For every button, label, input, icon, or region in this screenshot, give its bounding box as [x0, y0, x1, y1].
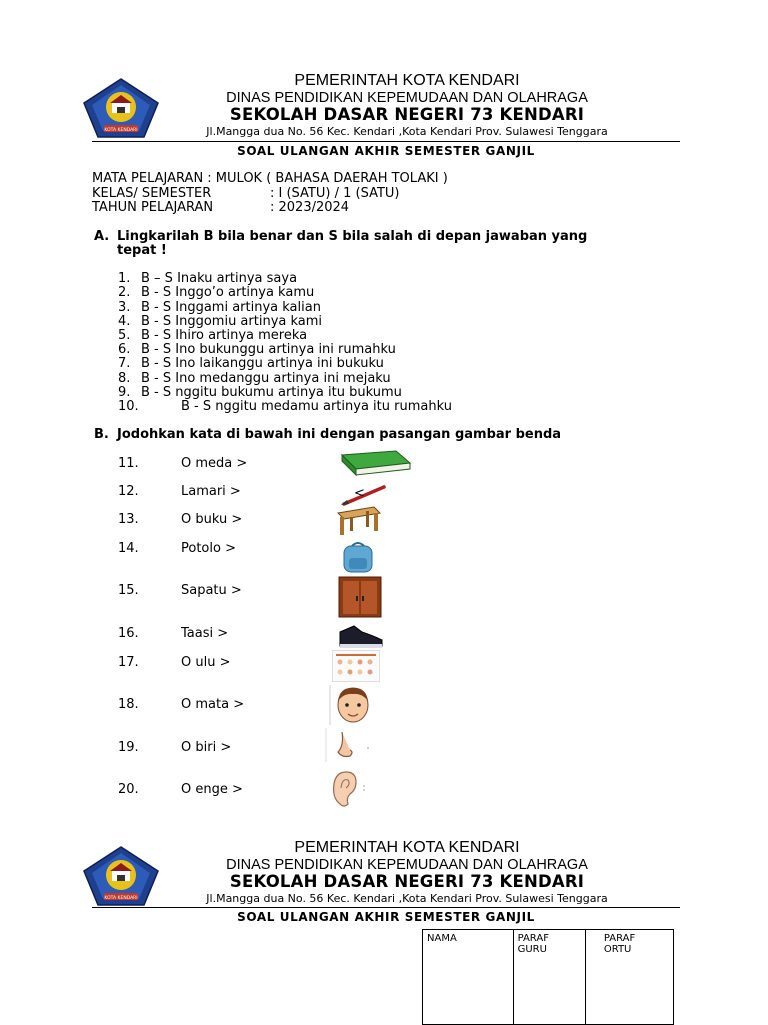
teacher-sign-header: PARAF	[517, 933, 549, 944]
question-text: B – S Inaku artinya saya	[141, 271, 298, 286]
matching-number: 19.	[118, 740, 139, 755]
question-number: 6.	[118, 342, 131, 357]
parent-sign-cell[interactable]	[585, 930, 673, 1025]
matching-word: O meda >	[181, 456, 248, 471]
section-a-marker: A.	[94, 229, 110, 244]
question-text: B - S Inggomiu artinya kami	[141, 314, 323, 329]
gov-name: PEMERINTAH KOTA KENDARI	[294, 72, 520, 89]
school-logo	[82, 77, 160, 139]
question-number: 5.	[118, 328, 131, 343]
school-name: SEKOLAH DASAR NEGERI 73 KENDARI	[229, 105, 585, 124]
logo-lettering: KOTA KENDARI	[104, 896, 138, 901]
class-label: KELAS/ SEMESTER	[92, 186, 212, 201]
section-b-instruction: Jodohkan kata di bawah ini dengan pasangan gambar benda	[117, 427, 562, 442]
exam-title: SOAL ULANGAN AKHIR SEMESTER GANJIL	[237, 910, 535, 924]
subject-label: MATA PELAJARAN : MULOK ( BAHASA DAERAH TOLAKI )	[92, 171, 448, 186]
matching-number: 20.	[118, 782, 139, 797]
question-text: B - S Ino laikanggu artinya ini bukuku	[141, 356, 384, 371]
matching-word: Lamari >	[181, 484, 241, 499]
logo-lettering: KOTA KENDARI	[104, 128, 138, 133]
question-number: 4.	[118, 314, 131, 329]
question-number: 9.	[118, 385, 131, 400]
pencil-mark: <	[354, 486, 365, 501]
matching-number: 16.	[118, 626, 139, 641]
school-logo	[82, 845, 160, 907]
question-text: B - S Inggami artinya kalian	[141, 300, 321, 315]
teacher-sign-header-cont: GURU	[517, 944, 547, 955]
question-number: 2.	[118, 285, 131, 300]
matching-word: O biri >	[181, 740, 232, 755]
ear-icon	[324, 768, 370, 810]
matching-number: 14.	[118, 541, 139, 556]
question-text: B - S Ihiro artinya mereka	[141, 328, 308, 343]
year-label: TAHUN PELAJARAN	[92, 200, 214, 215]
question-text: B - S nggitu medamu artinya itu rumahku	[181, 399, 452, 414]
matching-word: Taasi >	[181, 626, 229, 641]
class-value: : I (SATU) / 1 (SATU)	[270, 186, 400, 201]
matching-number: 11.	[118, 456, 139, 471]
question-text: B - S Ino medanggu artinya ini mejaku	[141, 371, 391, 386]
matching-word: O enge >	[181, 782, 243, 797]
backpack-icon	[340, 540, 376, 574]
matching-word: Potolo >	[181, 541, 236, 556]
question-text: B - S nggitu bukumu artinya itu bukumu	[141, 385, 402, 400]
year-value: : 2023/2024	[270, 200, 350, 215]
question-number: 10.	[118, 399, 139, 414]
matching-word: Sapatu >	[181, 583, 242, 598]
name-header: NAMA	[427, 933, 457, 944]
section-a-instruction: Lingkarilah B bila benar dan S bila salah di depan jawaban yang	[117, 229, 588, 244]
book-icon	[340, 449, 412, 477]
body-chart-icon	[332, 650, 380, 682]
parent-sign-header: PARAF	[603, 933, 636, 944]
gov-name: PEMERINTAH KOTA KENDARI	[294, 839, 520, 856]
school-address: Jl.Mangga dua No. 56 Kec. Kendari ,Kota Kendari Prov. Sulawesi Tenggara	[206, 892, 608, 905]
matching-word: O buku >	[181, 512, 243, 527]
question-number: 3.	[118, 300, 131, 315]
table-icon	[336, 505, 382, 537]
matching-number: 13.	[118, 512, 139, 527]
name-cell[interactable]	[423, 930, 514, 1025]
matching-number: 12.	[118, 484, 139, 499]
parent-sign-header-cont: ORTU	[603, 944, 632, 955]
face-icon	[328, 685, 376, 727]
matching-number: 15.	[118, 583, 139, 598]
wardrobe-icon	[337, 576, 383, 618]
question-number: 1.	[118, 271, 131, 286]
signature-table	[422, 929, 674, 1025]
header-divider	[92, 907, 680, 908]
dept-name: DINAS PENDIDIKAN KEPEMUDAAN DAN OLAHRAGA	[226, 90, 588, 106]
logo-emblem-icon	[82, 845, 160, 907]
question-text: B - S Inggo’o artinya kamu	[141, 285, 315, 300]
school-name: SEKOLAH DASAR NEGERI 73 KENDARI	[229, 872, 585, 891]
matching-word: O mata >	[181, 697, 245, 712]
logo-emblem-icon	[82, 77, 160, 139]
nose-icon	[324, 728, 372, 764]
question-text: B - S Ino bukunggu artinya ini rumahku	[141, 342, 396, 357]
shoe-icon	[338, 622, 384, 650]
matching-number: 17.	[118, 655, 139, 670]
school-address: Jl.Mangga dua No. 56 Kec. Kendari ,Kota Kendari Prov. Sulawesi Tenggara	[206, 125, 608, 138]
question-number: 8.	[118, 371, 131, 386]
exam-title: SOAL ULANGAN AKHIR SEMESTER GANJIL	[237, 144, 535, 158]
section-a-instruction-cont: tepat !	[117, 243, 167, 258]
header-divider	[92, 141, 680, 142]
teacher-sign-cell[interactable]	[513, 930, 585, 1025]
dept-name: DINAS PENDIDIKAN KEPEMUDAAN DAN OLAHRAGA	[226, 857, 588, 873]
matching-word: O ulu >	[181, 655, 231, 670]
question-number: 7.	[118, 356, 131, 371]
section-b-marker: B.	[94, 427, 109, 442]
matching-number: 18.	[118, 697, 139, 712]
